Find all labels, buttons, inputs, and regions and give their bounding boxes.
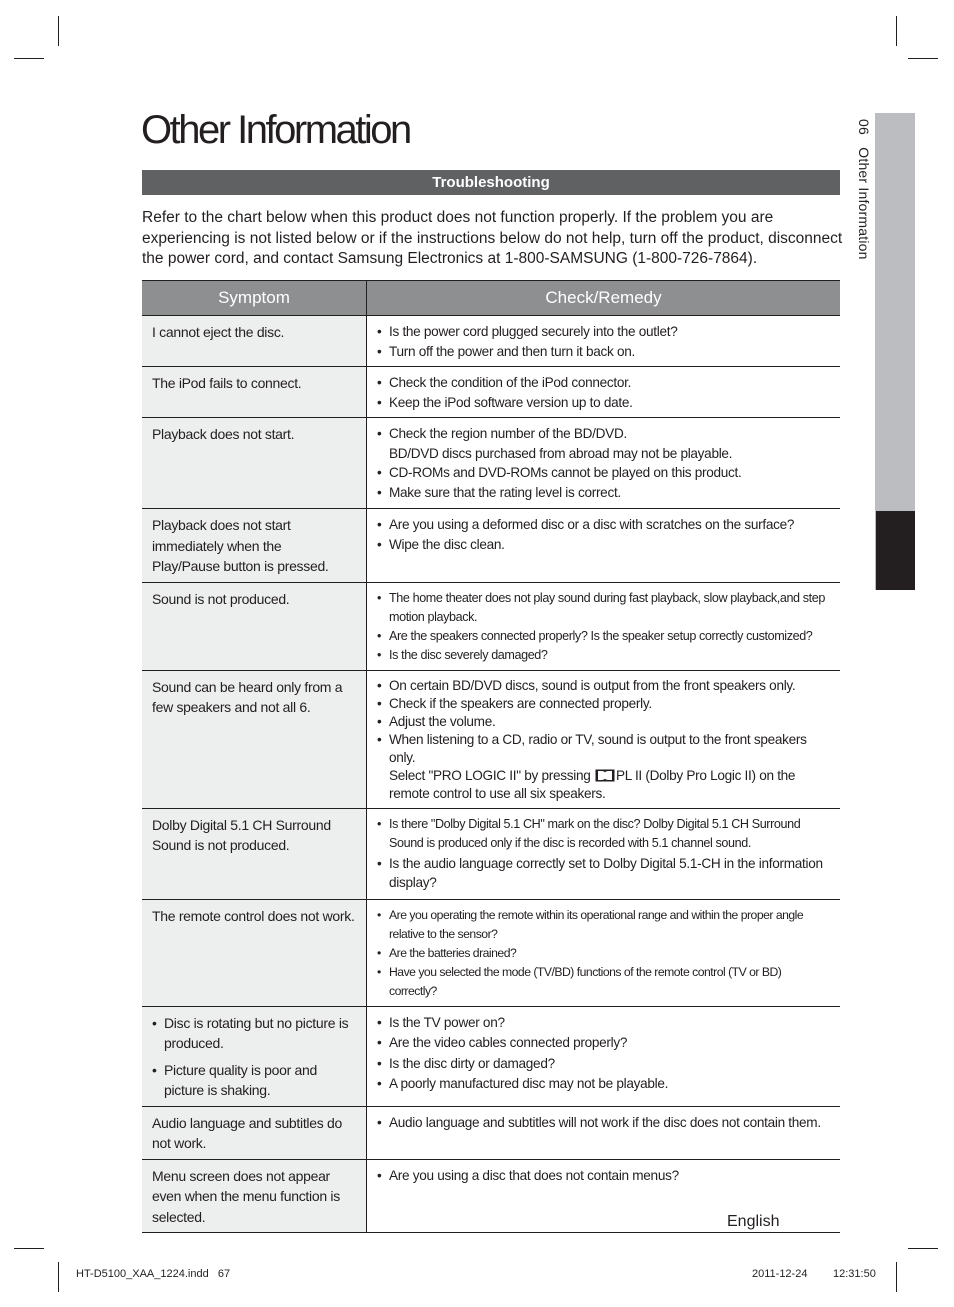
chapter-tab-marker [876, 511, 915, 590]
crop-mark [908, 1248, 938, 1249]
symptom-cell: Playback does not start. [142, 418, 367, 509]
symptom-item: • Picture quality is poor and picture is shaking. [152, 1060, 356, 1101]
remedy-item: • Adjust the volume. [377, 713, 830, 731]
crop-mark [896, 1262, 897, 1292]
remedy-item: • Keep the iPod software version up to date. [377, 393, 830, 413]
remedy-cell [367, 899, 841, 1006]
table-row [142, 1006, 840, 1106]
symptom-cell: Sound is not produced. [142, 582, 367, 670]
troubleshooting-table [142, 280, 840, 1233]
symptom-cell [142, 1006, 367, 1106]
remedy-item: • Check the condition of the iPod connector. [377, 373, 830, 393]
table-row [142, 418, 840, 509]
print-slug-date: 2011-12-24 [752, 1268, 808, 1280]
footer-language: English [727, 1213, 780, 1230]
table-row [142, 808, 840, 899]
remedy-text: Select "PRO LOGIC II" by pressing [389, 767, 591, 783]
remedy-item: • CD-ROMs and DVD-ROMs cannot be played on this product. [377, 463, 830, 483]
symptom-cell: Audio language and subtitles do not work. [142, 1106, 367, 1159]
header-remedy: Check/Remedy [367, 281, 841, 316]
remedy-item: • Make sure that the rating level is correct. [377, 483, 830, 503]
remedy-cell [367, 808, 841, 899]
remedy-item: • Check if the speakers are connected properly. [377, 695, 830, 713]
table-row [142, 582, 840, 670]
print-slug-file: HT-D5100_XAA_1224.indd 67 [76, 1268, 231, 1280]
dolby-double-d-icon [595, 769, 615, 782]
table-row [142, 509, 840, 583]
crop-mark [14, 1248, 44, 1249]
remedy-item: • On certain BD/DVD discs, sound is output from the front speakers only. [377, 677, 830, 695]
remedy-item: • Turn off the power and then turn it back on. [377, 342, 830, 362]
remedy-text: PL II (Dolby Pro Logic II) on the remote control to use all six speakers. [389, 767, 796, 801]
header-symptom: Symptom [142, 281, 367, 316]
table-header-row [142, 281, 840, 316]
section-title: Troubleshooting [142, 170, 840, 195]
remedy-item: • Is the audio language correctly set to Dolby Digital 5.1-CH in the information display? [377, 854, 830, 893]
remedy-cell [367, 582, 841, 670]
remedy-cell [367, 670, 841, 808]
crop-mark [14, 58, 44, 59]
remedy-item: • A poorly manufactured disc may not be playable. [377, 1074, 830, 1095]
symptom-cell [142, 509, 367, 583]
symptom-cell: Dolby Digital 5.1 CH Surround Sound is not produced. [142, 808, 367, 899]
remedy-item: • Audio language and subtitles will not work if the disc does not contain them. [377, 1113, 830, 1133]
remedy-item: • Are you operating the remote within its operational range and within the proper angle relative to the sensor? [377, 906, 830, 944]
symptom-line: immediately when the [152, 537, 282, 554]
table-row [142, 670, 840, 808]
remedy-item: • Have you selected the mode (TV/BD) functions of the remote control (TV or BD) correctly? [377, 963, 830, 1001]
crop-mark [58, 16, 59, 46]
remedy-item-continuation [377, 767, 830, 803]
table-row [142, 367, 840, 418]
remedy-cell [367, 316, 841, 367]
remedy-item: • Are the batteries drained? [377, 944, 830, 963]
page-title: Other Information [141, 108, 410, 152]
table-row [142, 899, 840, 1006]
crop-mark [896, 16, 897, 46]
remedy-item: • Are the video cables connected properly? [377, 1033, 830, 1054]
remedy-item: • Is the TV power on? [377, 1013, 830, 1034]
symptom-line: Play/Pause button is pressed. [152, 558, 329, 574]
crop-mark [58, 1262, 59, 1292]
remedy-cell [367, 418, 841, 509]
remedy-item: • Is the disc severely damaged? [377, 646, 830, 665]
remedy-cell [367, 509, 841, 583]
symptom-line: Playback does not start [152, 517, 291, 533]
remedy-cell [367, 367, 841, 418]
remedy-item: • Is the disc dirty or damaged? [377, 1054, 830, 1075]
chapter-label: Other Information [856, 147, 872, 260]
remedy-item: • When listening to a CD, radio or TV, sound is output to the front speakers only. [377, 731, 830, 767]
remedy-cell [367, 1106, 841, 1159]
symptom-cell: The remote control does not work. [142, 899, 367, 1006]
remedy-item: • Check the region number of the BD/DVD. [377, 424, 830, 444]
remedy-item: • The home theater does not play sound during fast playback, slow playback,and step motion playback. [377, 589, 830, 627]
remedy-item: • Is the power cord plugged securely into the outlet? [377, 322, 830, 342]
symptom-cell: The iPod fails to connect. [142, 367, 367, 418]
chapter-tab-text [852, 119, 874, 319]
symptom-item: • Disc is rotating but no picture is produced. [152, 1013, 356, 1054]
remedy-item: • Are you using a disc that does not contain menus? [377, 1166, 830, 1186]
remedy-item: • Is there "Dolby Digital 5.1 CH" mark on the disc? Dolby Digital 5.1 CH Surround Sound is produced only if the disc is recorded with 5.1 channel sound. [377, 815, 830, 854]
remedy-cell [367, 1006, 841, 1106]
crop-mark [908, 58, 938, 59]
symptom-cell: Menu screen does not appear even when the menu function is selected. [142, 1159, 367, 1233]
intro-paragraph: Refer to the chart below when this product does not function properly. If the problem you are experiencing is not listed below or if the instructions below do not help, turn off the product, disconnect the power cord, and contact Samsung Electronics at 1-800-SAMSUNG (1-800-726-7864). [142, 209, 843, 268]
remedy-item: • Are the speakers connected properly? Is the speaker setup correctly customized? [377, 627, 830, 646]
symptom-cell: I cannot eject the disc. [142, 316, 367, 367]
remedy-item-continuation: BD/DVD discs purchased from abroad may not be playable. [389, 445, 733, 461]
chapter-number: 06 [856, 119, 872, 135]
table-row [142, 1106, 840, 1159]
remedy-item: • Wipe the disc clean. [377, 535, 830, 555]
symptom-cell: Sound can be heard only from a few speakers and not all 6. [142, 670, 367, 808]
remedy-item: • Are you using a deformed disc or a disc with scratches on the surface? [377, 515, 830, 535]
print-slug-time: 12:31:50 [833, 1268, 876, 1280]
table-row [142, 316, 840, 367]
